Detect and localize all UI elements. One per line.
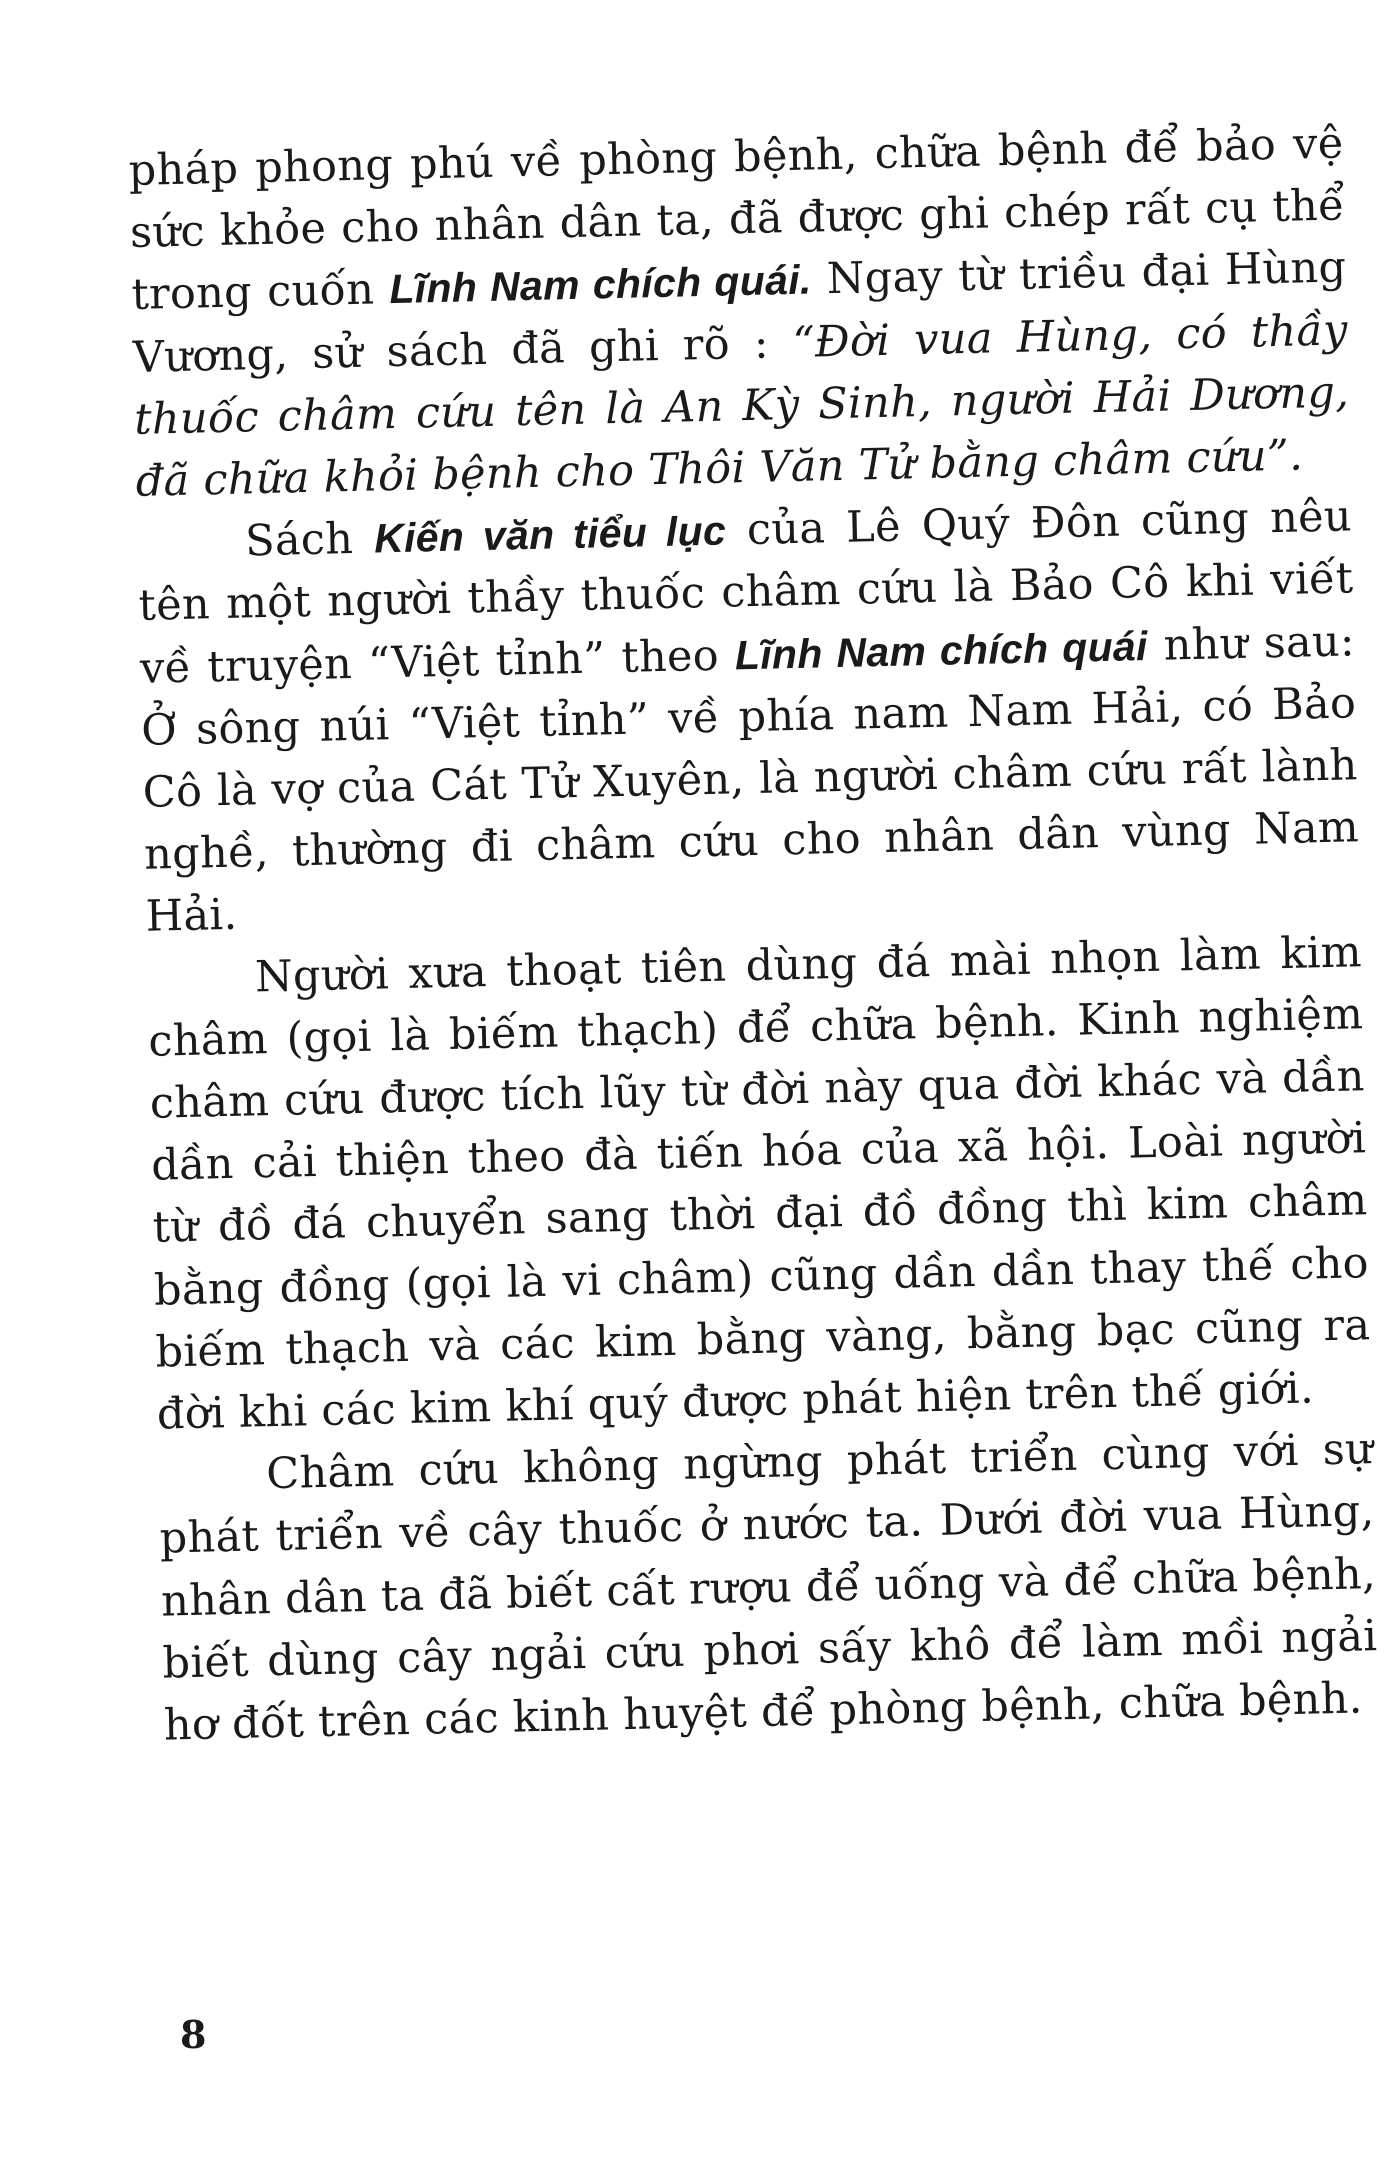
p1-text-1: pháp phong phú về phòng bệnh, chữa bệnh để bảo vệ sức khỏe cho nhân dân ta, đã được ghi chép rất cụ thể trong cuốn — [128, 118, 1346, 321]
book-title-linh-nam: Lĩnh Nam chích quái. — [388, 256, 813, 313]
book-title-linh-nam-2: Lĩnh Nam chích quái — [734, 622, 1149, 678]
paragraph-4 — [158, 1418, 1380, 1757]
p3-text-1: Người xưa thoạt tiên dùng đá mài nhọn làm kim châm (gọi là biếm thạch) để chữa bệnh. Kinh nghiệm châm cứu được tích lũy từ đời này qua đời khác và dần dần cải thiện theo đà tiến hóa của xã hội. Loài người từ đồ đá chuyển sang thời đại đồ đồng thì kim châm bằng đồng (gọi là vi châm) cũng dần dần thay thế cho biếm thạch và các kim bằng vàng, bằng bạc cũng ra đời khi các kim khí quý được phát hiện trên thế giới. — [147, 926, 1371, 1440]
p2-text-1: Sách — [244, 513, 375, 567]
paragraph-3 — [146, 921, 1372, 1446]
paragraph-2 — [136, 486, 1361, 949]
paragraph-1 — [128, 112, 1351, 513]
page-number: 8 — [180, 2012, 207, 2057]
body-text — [128, 112, 1379, 1756]
p2-text-2: của Lê Quý Đôn cũng nêu tên một người thầy thuốc châm cứu là Bảo Cô khi viết về truyện “Việt tỉnh” theo — [138, 491, 1354, 694]
p2-text-3: như sau: Ở sông núi “Việt tỉnh” về phía nam Nam Hải, có Bảo Cô là vợ của Cát Tử Xuyên, là người châm cứu rất lành nghề, thường đi châm cứu cho nhân dân vùng Nam Hải. — [140, 615, 1360, 943]
p4-text-1: Châm cứu không ngừng phát triển cùng với sự phát triển về cây thuốc ở nước ta. Dưới đời vua Hùng, nhân dân ta đã biết cất rượu để uống và để chữa bệnh, biết dùng cây ngải cứu phơi sấy khô để làm mồi ngải hơ đốt trên các kinh huyệt để phòng bệnh, chữa bệnh. — [159, 1424, 1378, 1751]
p1-text-2: Ngay từ triều đại Hùng Vương, sử sách đã ghi rõ : — [132, 242, 1347, 383]
historical-quote: “Đời vua Hùng, có thầy thuốc châm cứu tên là An Kỳ Sinh, người Hải Dương, đã chữa khỏi bệnh cho Thôi Văn Tử bằng châm cứu”. — [133, 304, 1350, 507]
book-title-kien-van: Kiến văn tiểu lục — [373, 507, 727, 562]
